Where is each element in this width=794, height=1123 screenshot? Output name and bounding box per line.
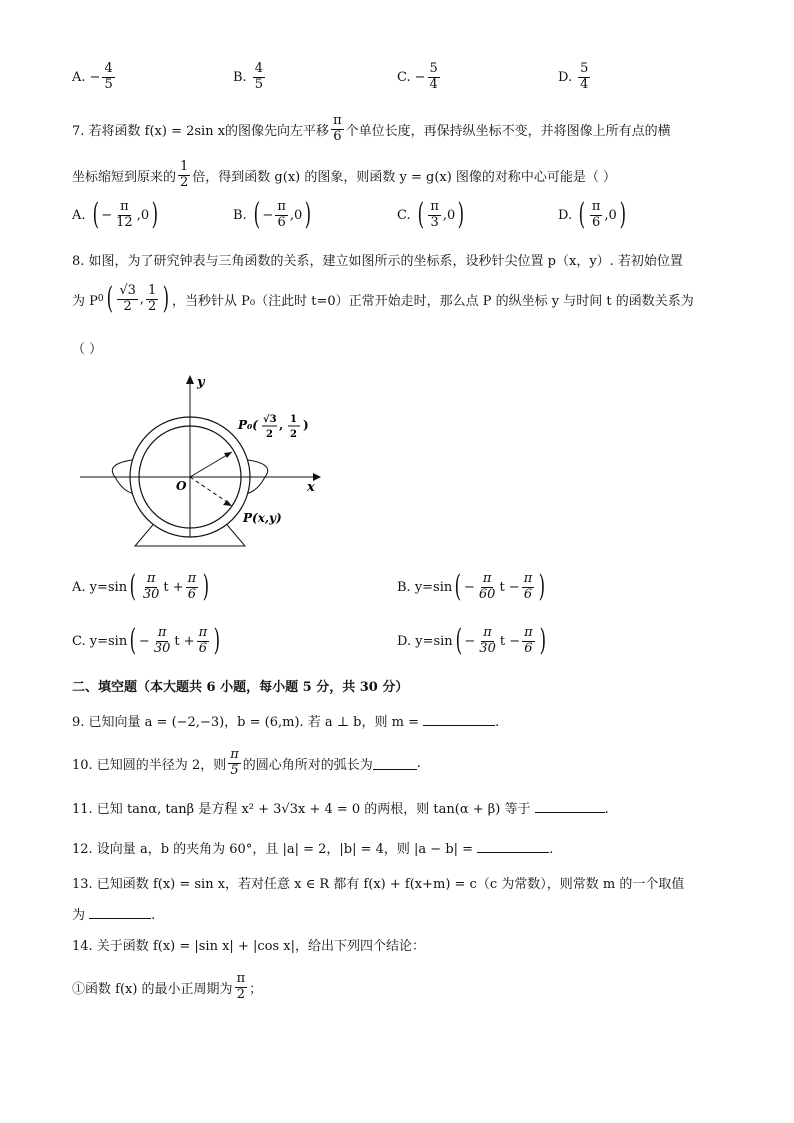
q8-option-a[interactable]: A. y=sin ( $\frac{\pi}{30}$ t + $\frac{\pi}{6}$ ) bbox=[72, 569, 210, 605]
fraction: $\frac{\pi}{3}$ bbox=[430, 199, 439, 230]
fraction: $\frac{\pi}{60}$ bbox=[478, 571, 496, 602]
option-label: B. y=sin bbox=[397, 579, 453, 595]
q8-answer-paren: （ ） bbox=[72, 342, 103, 357]
clock-figure bbox=[75, 370, 335, 550]
q6-option-a[interactable] bbox=[72, 62, 117, 93]
q14-line1: 14. 关于函数 f(x) = |sin x| + |cos x|，给出下列四个结论： bbox=[72, 939, 425, 954]
y-axis-label: y bbox=[197, 375, 205, 390]
minus-sign: − bbox=[414, 69, 426, 85]
scale-fraction: $\frac{1}{2}$ bbox=[180, 159, 189, 190]
answer-blank[interactable] bbox=[89, 906, 151, 919]
q10: 10. 已知圆的半径为 2，则 $\frac{\pi}{5}$ 的圆心角所对的弧长为 . bbox=[72, 747, 421, 778]
option-label: A. y=sin bbox=[72, 579, 128, 595]
fraction: $\frac{√3}{2}$ bbox=[119, 283, 136, 314]
option-label: C. bbox=[397, 207, 411, 223]
fraction: $\frac{1}{2}$ bbox=[148, 283, 157, 314]
fraction: $\frac{4}{5}$ bbox=[104, 61, 113, 92]
q8-option-d[interactable]: D. y=sin ( − $\frac{\pi}{30}$ t − $\frac{\pi}{6}$ ) bbox=[397, 623, 546, 659]
fraction: $\frac{\pi}{2}$ bbox=[236, 971, 246, 1002]
q14-item1: ①函数 f(x) 的最小正周期为 $\frac{\pi}{2}$ ； bbox=[72, 971, 263, 1002]
q6-option-b[interactable] bbox=[233, 62, 267, 93]
q13-line1: 13. 已知函数 f(x) = sin x，若对任意 x ∈ R 都有 f(x) + f(x+m) = c（c 为常数），则常数 m 的一个取值 bbox=[72, 877, 685, 892]
option-label: D. bbox=[558, 207, 573, 223]
q13-line2: 为 . bbox=[72, 908, 156, 923]
section-title: 二、填空题（本大题共 6 小题，每小题 5 分，共 30 分） bbox=[72, 680, 409, 695]
left-paren: ( bbox=[417, 197, 424, 233]
option-label: A. bbox=[72, 207, 86, 223]
option-label: C. y=sin bbox=[72, 633, 128, 649]
answer-blank[interactable] bbox=[423, 713, 495, 726]
q8-option-c[interactable]: C. y=sin ( − $\frac{\pi}{30}$ t + $\frac{\pi}{6}$ ) bbox=[72, 623, 221, 659]
q6-option-d[interactable] bbox=[558, 62, 592, 93]
fraction: $\frac{5}{4}$ bbox=[580, 61, 589, 92]
minus-sign: − bbox=[89, 69, 101, 85]
option-label: D. bbox=[558, 69, 573, 85]
option-label: D. y=sin bbox=[397, 633, 453, 649]
q8-line1: 8. 如图，为了研究钟表与三角函数的关系，建立如图所示的坐标系，设秒针尖位置 p（x，y）. 若初始位置 bbox=[72, 254, 683, 269]
answer-blank[interactable] bbox=[373, 757, 417, 770]
q7-line1: 7. 若将函数 f(x) = 2sin x的图像先向左平移 $\frac{\pi}{6}$ 个单位长度，再保持纵坐标不变，并将图像上所有点的横 bbox=[72, 113, 671, 144]
fraction: $\frac{\pi}{12}$ bbox=[116, 199, 133, 230]
fraction: $\frac{5}{4}$ bbox=[429, 61, 438, 92]
fraction: $\frac{\pi}{6}$ bbox=[198, 625, 208, 656]
option-label: A. bbox=[72, 69, 86, 85]
right-paren: ) bbox=[457, 197, 465, 233]
p0-y-den: 2 bbox=[290, 429, 297, 440]
answer-blank[interactable] bbox=[477, 840, 549, 853]
q8-line2: 为 P 0 ( $\frac{√3}{2}$ , $\frac{1}{2}$ ) ，当秒针从 P₀（注此时 t=0）正常开始走时，那么点 P 的纵坐标 y 与时间 t 的函数关系为 bbox=[72, 281, 694, 317]
q6-option-c[interactable] bbox=[397, 62, 442, 93]
answer-blank[interactable] bbox=[535, 800, 605, 813]
option-label: C. bbox=[397, 69, 411, 85]
p-label: P(x,y) bbox=[243, 511, 282, 525]
y-axis-arrow bbox=[186, 375, 194, 384]
right-paren: ) bbox=[304, 197, 312, 233]
p0-x-num: √3 bbox=[263, 414, 277, 425]
fraction: $\frac{\pi}{5}$ bbox=[230, 747, 239, 778]
q11: 11. 已知 tanα, tanβ 是方程 x² + 3√3x + 4 = 0 的两根，则 tan(α + β) 等于 . bbox=[72, 802, 609, 817]
q8-option-b[interactable]: B. y=sin ( − $\frac{\pi}{60}$ t − $\frac{\pi}{6}$ ) bbox=[397, 569, 546, 605]
shift-fraction: $\frac{\pi}{6}$ bbox=[333, 113, 342, 144]
p0-close: ) bbox=[303, 418, 309, 432]
fraction: $\frac{\pi}{6}$ bbox=[591, 199, 601, 230]
right-paren: ) bbox=[162, 281, 170, 317]
p0-label: P₀( bbox=[238, 418, 258, 432]
fraction: $\frac{\pi}{30}$ bbox=[479, 625, 496, 656]
fraction: $\frac{4}{5}$ bbox=[254, 61, 263, 92]
q7-option-c[interactable]: C. ( $\frac{\pi}{3}$ ,0 ) bbox=[397, 197, 465, 233]
q7-option-d[interactable]: D. ( $\frac{\pi}{6}$ ,0 ) bbox=[558, 197, 626, 233]
fraction: $\frac{\pi}{6}$ bbox=[524, 625, 533, 656]
p0-y-num: 1 bbox=[290, 414, 297, 425]
option-label: B. bbox=[233, 69, 247, 85]
fraction: $\frac{\pi}{6}$ bbox=[523, 571, 533, 602]
right-paren: ) bbox=[151, 197, 159, 233]
p0-comma: , bbox=[279, 418, 284, 432]
right-paren: ) bbox=[619, 197, 626, 233]
left-paren: ( bbox=[253, 197, 260, 233]
q12: 12. 设向量 a，b 的夹角为 60°，且 |a| = 2，|b| = 4，则 |a − b| = . bbox=[72, 842, 554, 857]
fraction: $\frac{\pi}{30}$ bbox=[142, 571, 160, 602]
left-paren: ( bbox=[106, 281, 113, 317]
fraction: $\frac{\pi}{30}$ bbox=[153, 625, 171, 656]
origin-label: O bbox=[176, 479, 187, 493]
fraction: $\frac{\pi}{6}$ bbox=[277, 199, 286, 230]
p0-x-den: 2 bbox=[266, 429, 273, 440]
fraction: $\frac{\pi}{6}$ bbox=[187, 571, 197, 602]
option-label: B. bbox=[233, 207, 247, 223]
q7-option-a[interactable]: A. ( − $\frac{\pi}{12}$ ,0 ) bbox=[72, 197, 159, 233]
left-paren: ( bbox=[92, 197, 99, 233]
x-axis-label: x bbox=[307, 480, 315, 495]
left-paren: ( bbox=[578, 197, 586, 233]
q7-line2: 坐标缩短到原来的 $\frac{1}{2}$ 倍，得到函数 g(x) 的图象，则函数 y = g(x) 图像的对称中心可能是（ ） bbox=[72, 159, 617, 190]
q7-option-b[interactable]: B. ( − $\frac{\pi}{6}$ ,0 ) bbox=[233, 197, 312, 233]
q9: 9. 已知向量 a = (−2,−3)，b = (6,m). 若 a ⊥ b，则 m = . bbox=[72, 715, 500, 730]
